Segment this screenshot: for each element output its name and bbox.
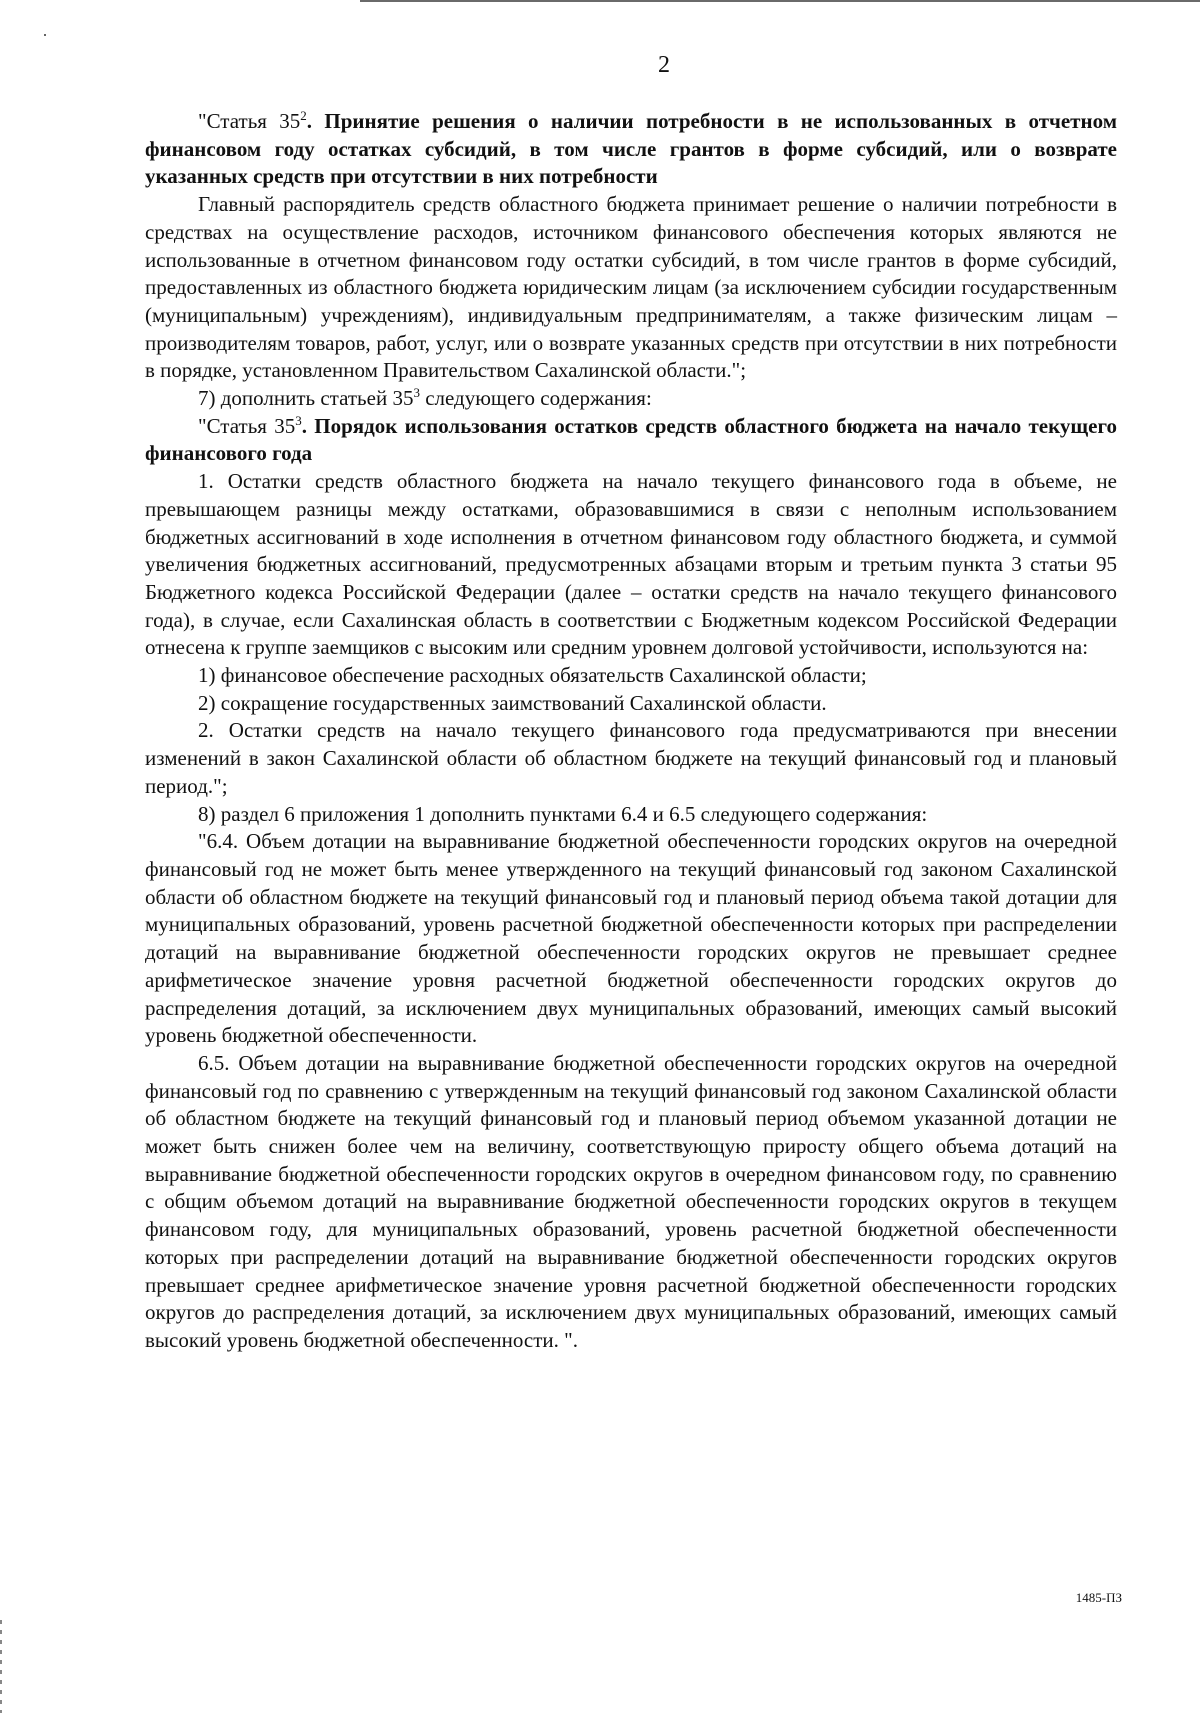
item-7-superscript: 3 [413,385,420,401]
item-7-paragraph [145,385,1117,413]
item-7-text-before: 7) дополнить статьей 35 [198,386,414,411]
article-35-2-body: Главный распорядитель средств областного бюджета принимает решение о наличии потребности в средствах на осуществление расходов, источником финансового обеспечения которых являются не использованные в отчетном финансовом году остатки субсидий, в том числе грантов в форме субсидий, предоставленных из областного бюджета юридическим лицам (за исключением субсидии государственным (муниципальным) учреждениям), индивидуальным предпринимателям, а также физическим лицам – производителям товаров, работ, услуг, или о возврате указанных средств при отсутствии в них потребности в порядке, установленном Правительством Сахалинской области."; [145,192,1117,383]
point-6-4-paragraph: "6.4. Объем дотации на выравнивание бюджетной обеспеченности городских округов на очередной финансовый год не может быть менее утвержденного на текущий финансовый год законом Сахалинской области об областном бюджете на текущий финансовый год и плановый период объема такой дотации для муниципальных образований, уровень расчетной бюджетной обеспеченности которых при распределении дотаций на выравнивание бюджетной обеспеченности городских округов не превышает среднее арифметическое значение уровня расчетной бюджетной обеспеченности городских округов до распределения дотаций, за исключением двух муниципальных образований, имеющих самый высокий уровень бюджетной обеспеченности. [145,829,1117,1048]
scan-top-edge [360,0,1200,2]
document-body [145,108,1117,1355]
page-number: 2 [658,52,670,78]
scan-left-edge [0,1620,2,1713]
article-35-2-superscript: 2 [300,108,307,123]
item-7-text-after: следующего содержания: [419,386,652,411]
article-35-3-subpoint-2: 2) сокращение государственных заимствований Сахалинской области. [198,690,827,715]
scan-speck [44,34,46,36]
article-35-3-point-1: 1. Остатки средств областного бюджета на начало текущего финансового года в объеме, не превышающем разницы между остатками, образовавшимися в связи с неполным использованием бюджетных ассигнований в ходе исполнения в отчетном финансовом году областного бюджета, и суммой увеличения бюджетных ассигнований, предусмотренных абзацами вторым и третьим пункта 3 статьи 95 Бюджетного кодекса Российской Федерации (далее – остатки средств на начало текущего финансового года), в случае, если Сахалинская область в соответствии с Бюджетным кодексом Российской Федерации отнесена к группе заемщиков с высоким или средним уровнем долговой устойчивости, используются на: [145,469,1117,660]
item-8-paragraph: 8) раздел 6 приложения 1 дополнить пунктами 6.4 и 6.5 следующего содержания: [198,801,928,826]
article-35-2-title: . Принятие решения о наличии потребности в не использованных в отчетном финансовом году остатках субсидий, в том числе грантов в форме субсидий, или о возврате указанных средств при отсутствии в них потребности [145,109,1117,189]
document-code: 1485-ПЗ [1075,1590,1122,1605]
article-35-2-heading [145,108,1117,191]
article-35-3-title: . Порядок использования остатков средств областного бюджета на начало текущего финансового года [145,413,1117,466]
article-35-2-prefix: "Статья 35 [198,109,301,133]
article-35-3-subpoint-1: 1) финансовое обеспечение расходных обязательств Сахалинской области; [198,663,867,688]
article-35-3-prefix: "Статья 35 [198,413,296,438]
point-6-5-paragraph: 6.5. Объем дотации на выравнивание бюджетной обеспеченности городских округов на очередной финансовый год по сравнению с утвержденным на текущий финансовый год законом Сахалинской области об областном бюджете на текущий финансовый год и плановый период объемом указанной дотации не может быть снижен более чем на величину, соответствующую приросту общего объема дотаций на выравнивание бюджетной обеспеченности городских округов в очередном финансовом году, по сравнению с общим объемом дотаций на выравнивание бюджетной обеспеченности городских округов в текущем финансовом году, для муниципальных образований, уровень расчетной бюджетной обеспеченности которых при распределении дотаций на выравнивание бюджетной обеспеченности городских округов превышает среднее арифметическое значение уровня расчетной бюджетной обеспеченности городских округов до распределения дотаций, за исключением двух муниципальных образований, имеющих самый высокий уровень бюджетной обеспеченности. ". [145,1050,1117,1352]
article-35-3-point-2: 2. Остатки средств на начало текущего финансового года предусматриваются при внесении изменений в закон Сахалинской области об областном бюджете на текущий финансовый год и плановый период."; [145,718,1117,798]
article-35-3-superscript: 3 [295,412,302,428]
article-35-3-heading [145,413,1117,468]
